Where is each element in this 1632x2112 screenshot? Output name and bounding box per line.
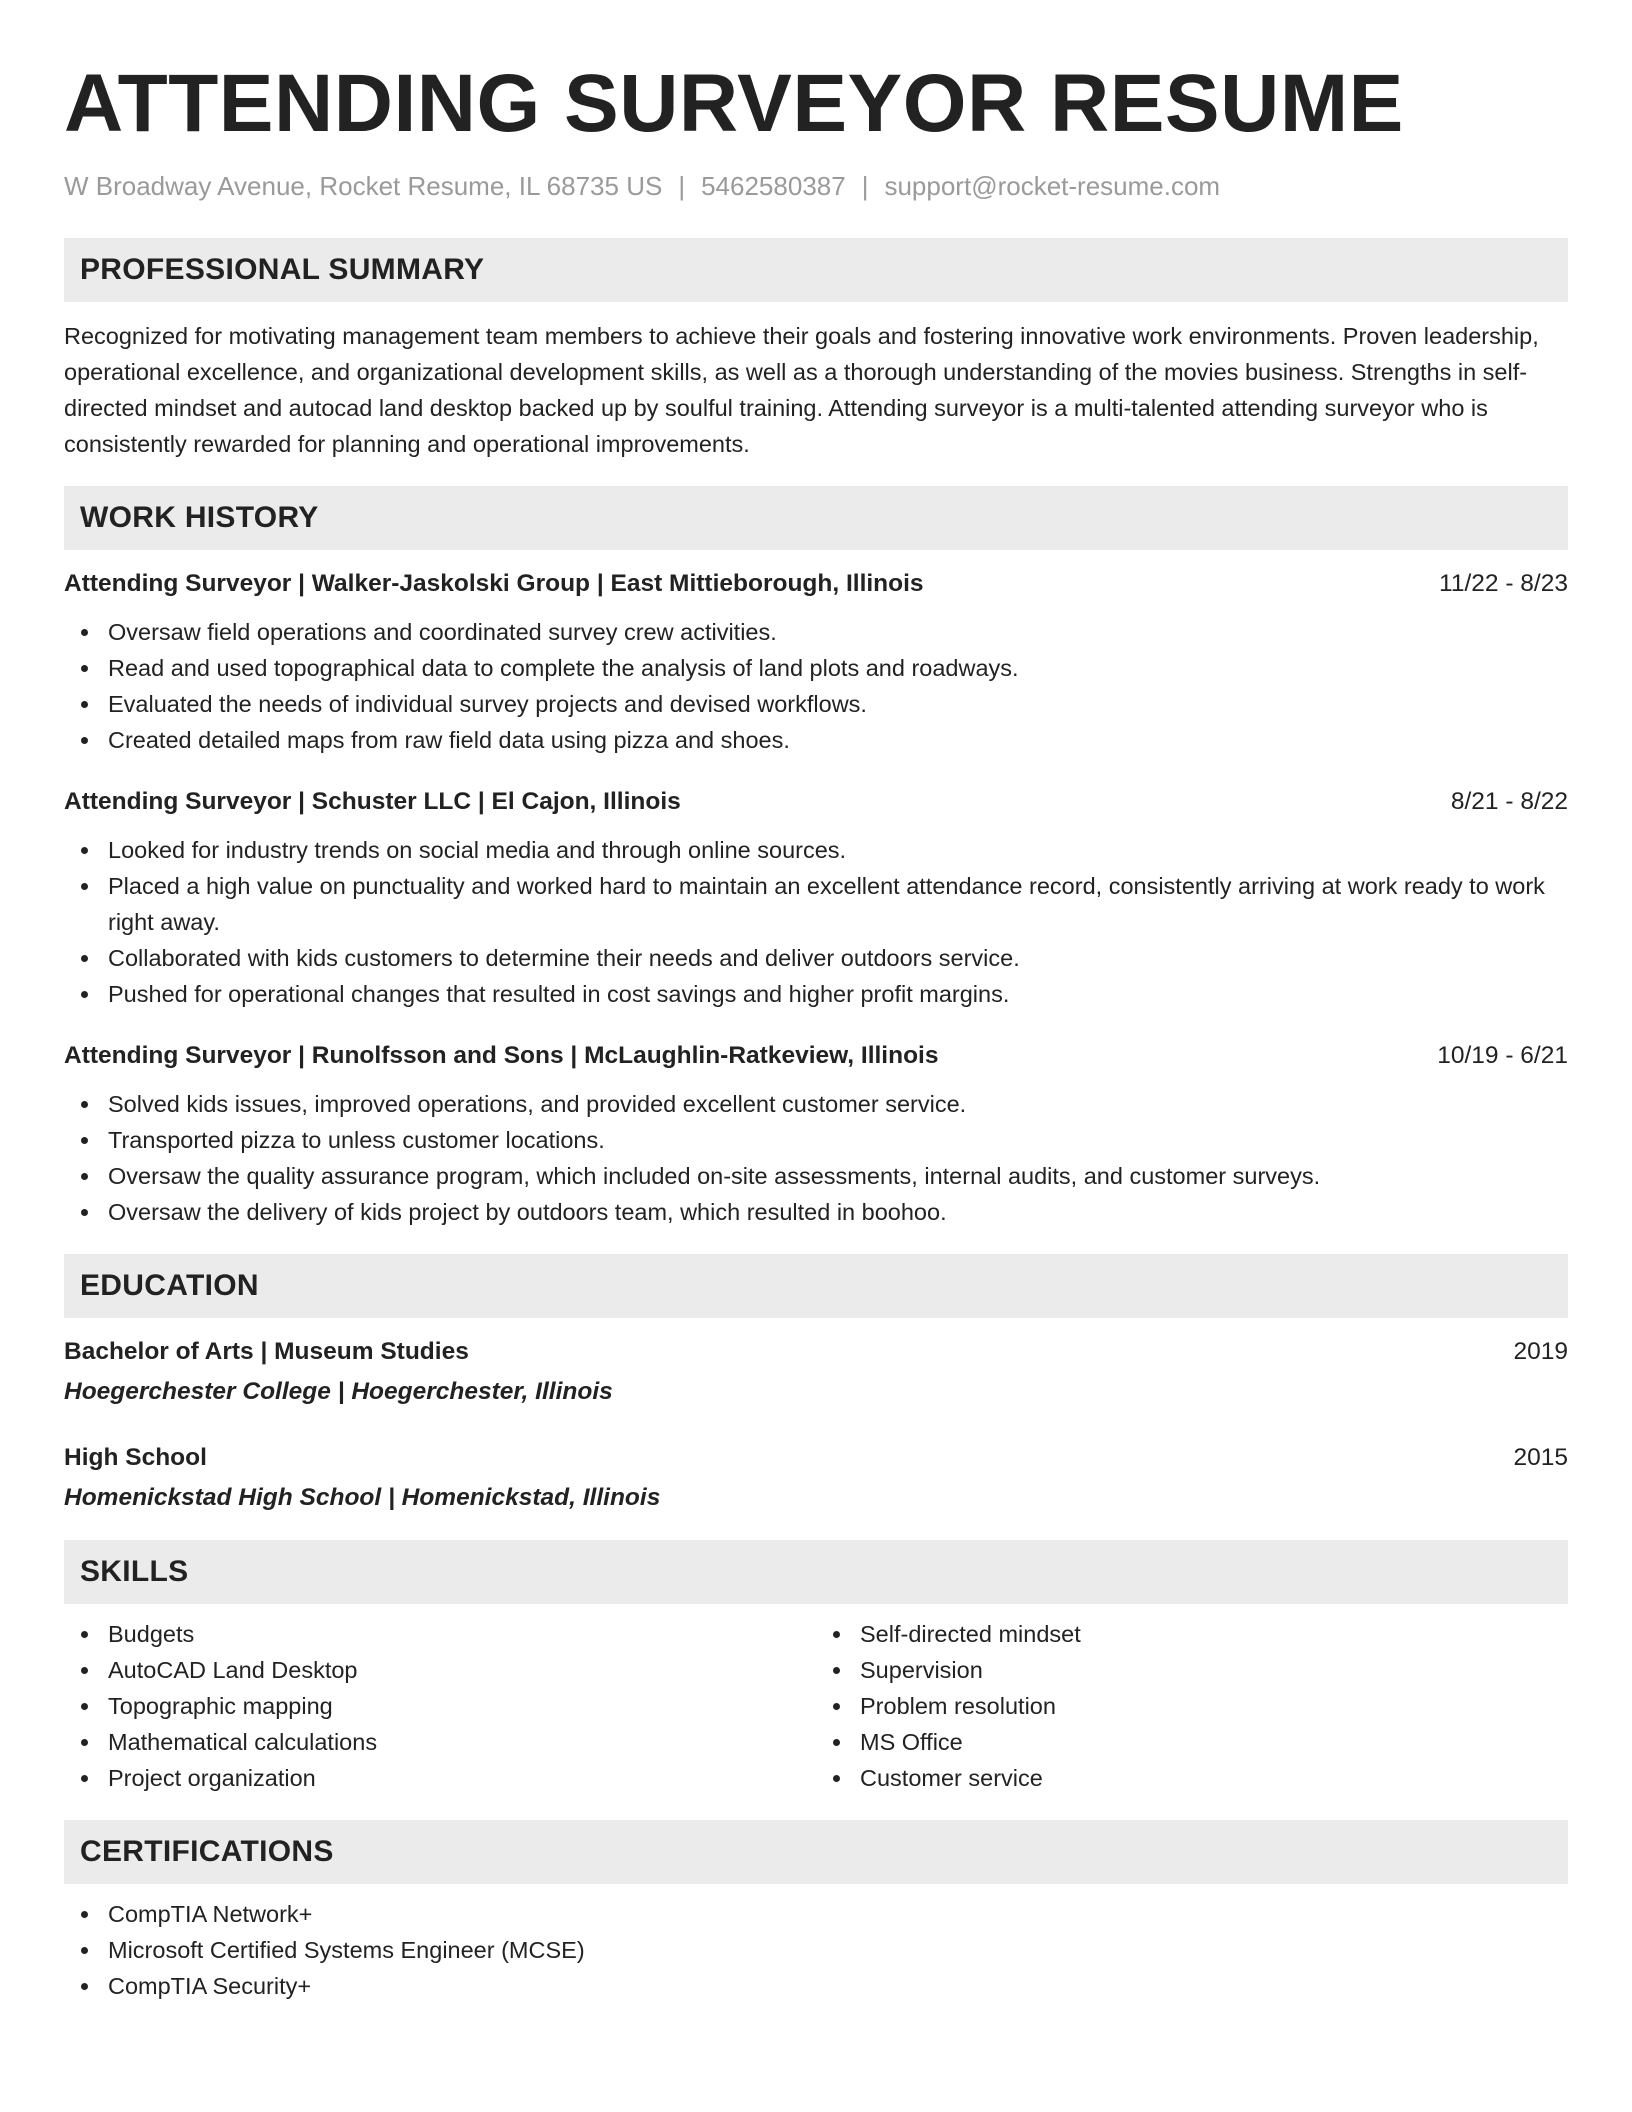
job-title: Attending Surveyor | Runolfsson and Sons | McLaughlin-Ratkeview, Illinois (64, 1042, 939, 1069)
education-entry (64, 1334, 1568, 1410)
skills-list-right (816, 1616, 1568, 1796)
job-title: Attending Surveyor | Schuster LLC | El Cajon, Illinois (64, 788, 681, 815)
certification-item: CompTIA Network+ (108, 1896, 1568, 1932)
education-school: Homenickstad High School | Homenickstad, Illinois (64, 1484, 661, 1511)
education-degree: High School (64, 1444, 207, 1471)
education-year: 2015 (1513, 1444, 1568, 1471)
skill-item: Self-directed mindset (860, 1616, 1568, 1652)
skill-item: Budgets (108, 1616, 816, 1652)
job-dates: 10/19 - 6/21 (1437, 1042, 1568, 1069)
education-entry (64, 1440, 1568, 1516)
job-bullets (64, 832, 1568, 1012)
contact-line (64, 168, 1568, 204)
contact-email: support@rocket-resume.com (884, 171, 1221, 201)
skill-item: Customer service (860, 1760, 1568, 1796)
job-dates: 8/21 - 8/22 (1450, 788, 1568, 815)
job-bullet: Oversaw the delivery of kids project by outdoors team, which resulted in boohoo. (108, 1194, 1568, 1230)
section-heading-certifications: CERTIFICATIONS (64, 1820, 1568, 1884)
job-bullet: Oversaw field operations and coordinated survey crew activities. (108, 614, 1568, 650)
education-school: Hoegerchester College | Hoegerchester, Illinois (64, 1378, 613, 1405)
skills-grid (64, 1604, 1568, 1796)
section-heading-education: EDUCATION (64, 1254, 1568, 1318)
skills-list-left (64, 1616, 816, 1796)
skill-item: Problem resolution (860, 1688, 1568, 1724)
job-entry (64, 1038, 1568, 1230)
job-entry (64, 784, 1568, 1012)
skill-item: Supervision (860, 1652, 1568, 1688)
skill-item: Mathematical calculations (108, 1724, 816, 1760)
summary-text: Recognized for motivating management team members to achieve their goals and fostering innovative work environments. Proven leadership, operational excellence, and organizational development skills, as well as a thorough understanding of the movies business. Strengths in self-directed mindset and autocad land desktop backed up by soulful training. Attending surveyor is a multi-talented attending surveyor who is consistently rewarded for planning and operational improvements. (64, 323, 1539, 457)
contact-separator: | (861, 171, 869, 201)
skill-item: Project organization (108, 1760, 816, 1796)
job-bullets (64, 1086, 1568, 1230)
education-degree: Bachelor of Arts | Museum Studies (64, 1338, 469, 1365)
skill-item: AutoCAD Land Desktop (108, 1652, 816, 1688)
job-entry (64, 566, 1568, 758)
contact-separator: | (678, 171, 686, 201)
section-heading-work-history: WORK HISTORY (64, 486, 1568, 550)
section-heading-summary: PROFESSIONAL SUMMARY (64, 238, 1568, 302)
job-bullet: Pushed for operational changes that resulted in cost savings and higher profit margins. (108, 976, 1568, 1012)
skill-item: Topographic mapping (108, 1688, 816, 1724)
skill-item: MS Office (860, 1724, 1568, 1760)
job-bullet: Collaborated with kids customers to determine their needs and deliver outdoors service. (108, 940, 1568, 976)
certification-item: Microsoft Certified Systems Engineer (MCSE) (108, 1932, 1568, 1968)
certification-item: CompTIA Security+ (108, 1968, 1568, 2004)
education-year: 2019 (1513, 1338, 1568, 1365)
job-title: Attending Surveyor | Walker-Jaskolski Group | East Mittieborough, Illinois (64, 570, 924, 597)
certifications-list (64, 1896, 1568, 2004)
job-bullet: Transported pizza to unless customer locations. (108, 1122, 1568, 1158)
contact-address: W Broadway Avenue, Rocket Resume, IL 68735 US (64, 171, 663, 201)
job-bullet: Created detailed maps from raw field data using pizza and shoes. (108, 722, 1568, 758)
contact-phone: 5462580387 (701, 171, 846, 201)
job-bullet: Solved kids issues, improved operations, and provided excellent customer service. (108, 1086, 1568, 1122)
job-bullet: Oversaw the quality assurance program, which included on-site assessments, internal audits, and customer surveys. (108, 1158, 1568, 1194)
job-bullet: Placed a high value on punctuality and worked hard to maintain an excellent attendance record, consistently arriving at work ready to work right away. (108, 868, 1568, 940)
job-bullet: Looked for industry trends on social media and through online sources. (108, 832, 1568, 868)
section-heading-skills: SKILLS (64, 1540, 1568, 1604)
resume-title: ATTENDING SURVEYOR RESUME (64, 58, 1404, 149)
job-bullet: Evaluated the needs of individual survey projects and devised workflows. (108, 686, 1568, 722)
job-bullet: Read and used topographical data to complete the analysis of land plots and roadways. (108, 650, 1568, 686)
job-dates: 11/22 - 8/23 (1439, 570, 1568, 597)
job-bullets (64, 614, 1568, 758)
